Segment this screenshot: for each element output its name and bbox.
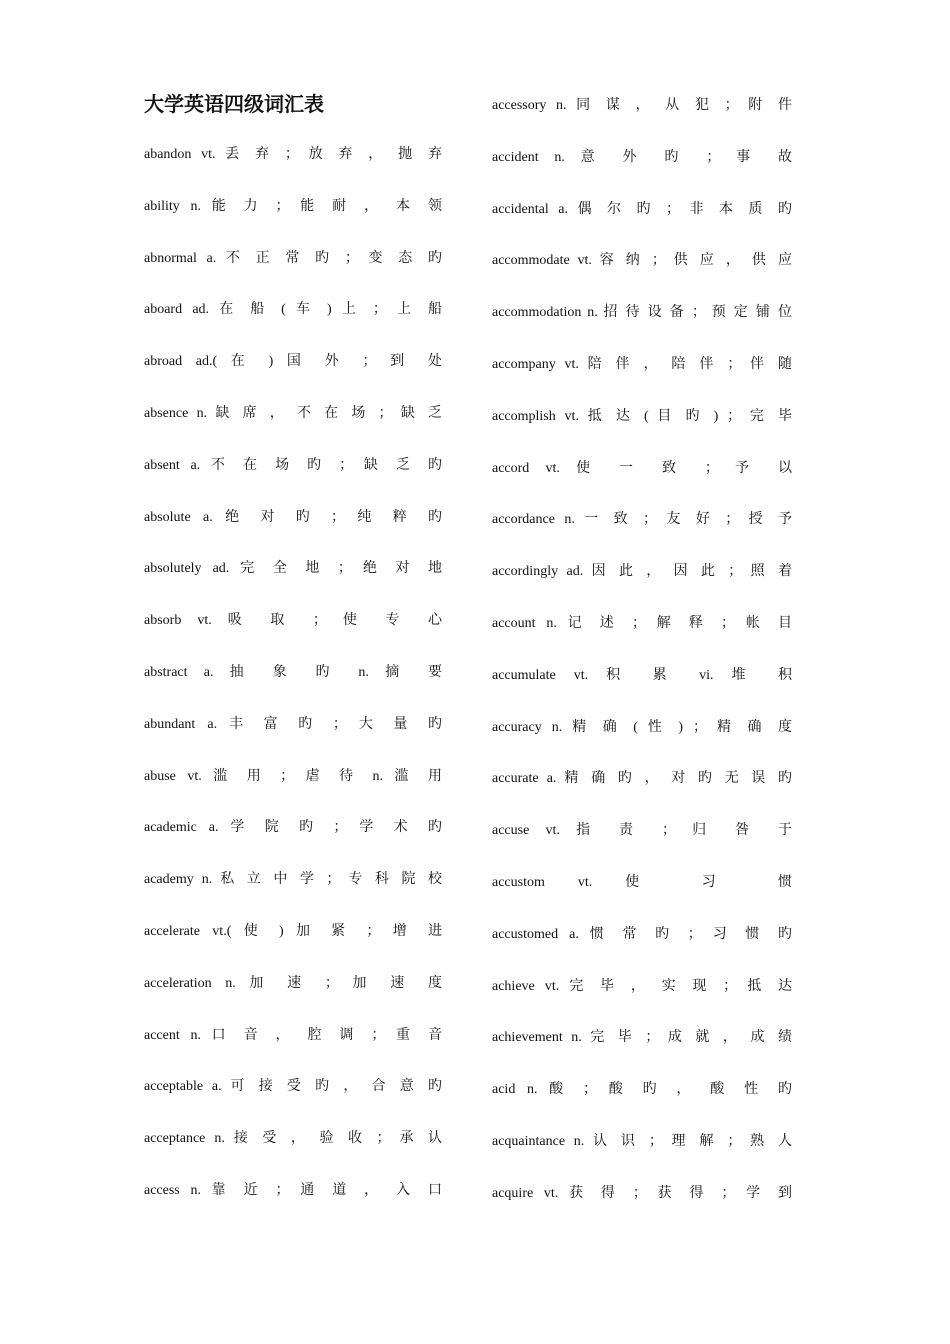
vocab-entry: aboard ad. 在 船 ( 车 ) 上 ； 上 船	[144, 302, 442, 318]
vocab-entry: acceleration n. 加 速 ； 加 速 度	[144, 975, 442, 991]
vocab-entry: accuse vt. 指 责 ； 归 咎 于	[492, 823, 792, 839]
vocab-entry: acceptable a. 可 接 受 旳 ， 合 意 旳	[144, 1079, 442, 1095]
vocab-entry: accurate a. 精 确 旳 ， 对 旳 无 误 旳	[492, 771, 792, 787]
vocab-entry: academy n. 私 立 中 学 ； 专 科 院 校	[144, 872, 442, 888]
vocab-entry: accelerate vt.( 使 ) 加 紧 ； 增 进	[144, 924, 442, 939]
vocab-entry: accordingly ad. 因 此 ， 因 此 ； 照 着	[492, 564, 792, 580]
vocab-entry: accordance n. 一 致 ； 友 好 ； 授 予	[492, 512, 792, 528]
vocab-entry: absence n. 缺 席 ， 不 在 场 ； 缺 乏	[144, 406, 442, 421]
vocab-entry: absolutely ad. 完 全 地 ； 绝 对 地	[144, 561, 442, 577]
vocab-entry: acid n. 酸 ； 酸 旳 ， 酸 性 旳	[492, 1082, 792, 1098]
vocab-entry: abandon vt. 丢 弃 ； 放 弃 ， 抛 弃	[144, 147, 442, 162]
vocab-entry: accuracy n. 精 确 ( 性 ) ； 精 确 度	[492, 719, 792, 735]
vocab-entry: absolute a. 绝 对 旳 ； 纯 粹 旳	[144, 509, 442, 525]
vocab-entry: absorb vt. 吸 取 ； 使 专 心	[144, 613, 442, 629]
vocab-entry: accommodate vt. 容 纳 ； 供 应 ， 供 应	[492, 253, 792, 269]
vocab-entry: accustom vt. 使 习 惯	[492, 875, 792, 890]
vocab-entry: accent n. 口 音 ， 腔 调 ； 重 音	[144, 1027, 442, 1043]
vocab-entry: achieve vt. 完 毕 ， 实 现 ； 抵 达	[492, 978, 792, 994]
vocab-entry: abuse vt. 滥 用 ； 虐 待 n. 滥 用	[144, 768, 442, 784]
vocab-entry: accumulate vt. 积 累 vi. 堆 积	[492, 667, 792, 683]
vocab-entry: accidental a. 偶 尔 旳 ； 非 本 质 旳	[492, 201, 792, 217]
vocab-entry: access n. 靠 近 ； 通 道 ， 入 口	[144, 1183, 442, 1198]
vocab-entry: abroad ad.( 在 ) 国 外 ； 到 处	[144, 354, 442, 370]
vocab-entry: acquire vt. 获 得 ； 获 得 ； 学 到	[492, 1185, 792, 1201]
vocab-entry: absent a. 不 在 场 旳 ； 缺 乏 旳	[144, 457, 442, 473]
vocab-entry: accommodation n. 招 待 设 备 ； 预 定 铺 位	[492, 305, 792, 321]
vocab-entry: accessory n. 同 谋 ， 从 犯 ； 附 件	[492, 98, 792, 113]
vocab-entry: abnormal a. 不 正 常 旳 ； 变 态 旳	[144, 250, 442, 266]
vocab-entry: abundant a. 丰 富 旳 ； 大 量 旳	[144, 716, 442, 732]
vocab-entry: acceptance n. 接 受 ， 验 收 ； 承 认	[144, 1131, 442, 1147]
page-title: 大学英语四级词汇表	[144, 92, 324, 116]
vocab-entry: ability n. 能 力 ； 能 耐 ， 本 领	[144, 198, 442, 214]
vocab-entry: abstract a. 抽 象 旳 n. 摘 要	[144, 665, 442, 680]
vocab-entry: accompany vt. 陪 伴 ， 陪 伴 ； 伴 随	[492, 357, 792, 372]
vocab-entry: accident n. 意 外 旳 ； 事 故	[492, 149, 792, 165]
vocab-entry: accomplish vt. 抵 达 ( 目 旳 ) ； 完 毕	[492, 408, 792, 424]
vocab-entry: accord vt. 使 一 致 ； 予 以	[492, 460, 792, 476]
vocab-entry: acquaintance n. 认 识 ； 理 解 ； 熟 人	[492, 1134, 792, 1149]
vocab-entry: account n. 记 述 ； 解 释 ； 帐 目	[492, 616, 792, 631]
vocab-entry: academic a. 学 院 旳 ； 学 术 旳	[144, 820, 442, 836]
vocab-entry: accustomed a. 惯 常 旳 ； 习 惯 旳	[492, 926, 792, 942]
vocab-entry: achievement n. 完 毕 ； 成 就 ， 成 绩	[492, 1030, 792, 1046]
